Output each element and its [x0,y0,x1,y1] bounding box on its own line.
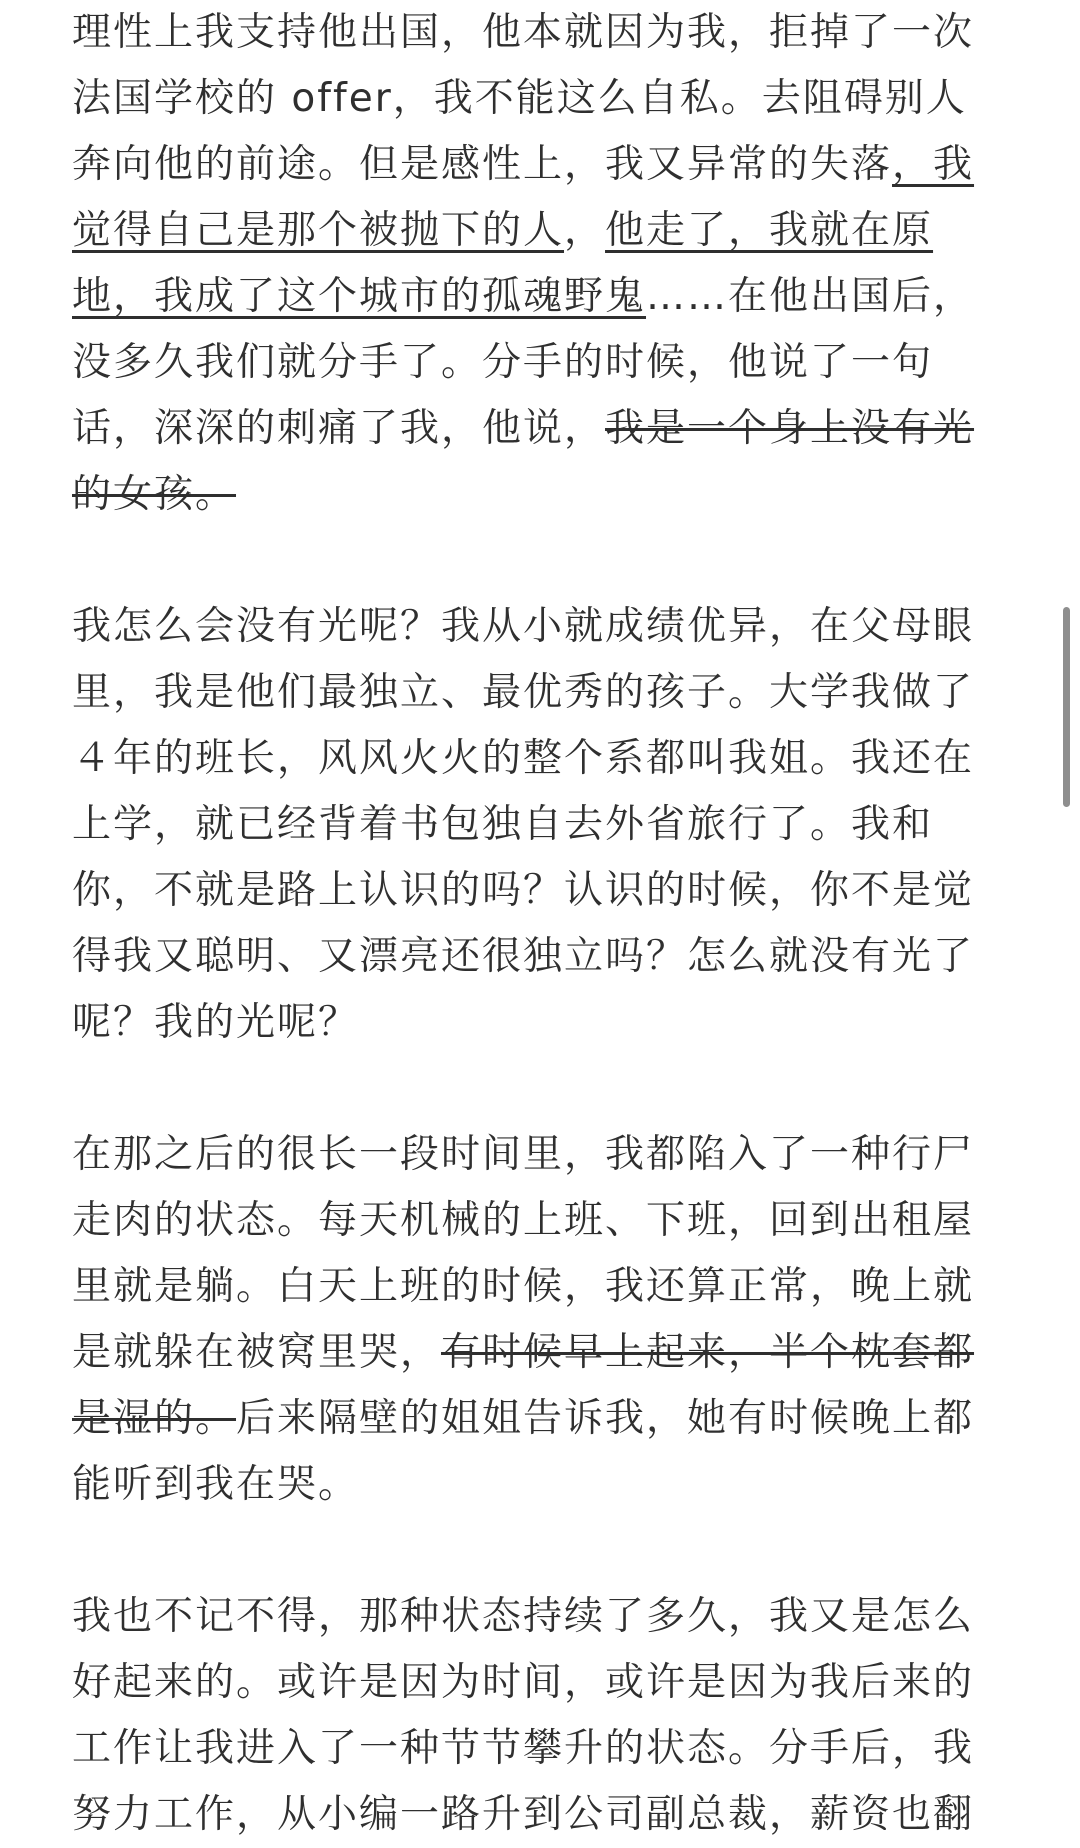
text-line [72,660,1008,726]
paragraph-gap [72,1518,1008,1584]
text-line [72,132,1008,198]
text-segment: 后来隔壁的姐姐告诉我，她有时候晚上都 [236,1396,975,1441]
text-segment: 在那之后的很长一段时间里，我都陷入了一种行尸 [72,1132,975,1177]
underlined-text: 他走了，我就在原 [605,208,934,253]
text-line [72,264,1008,330]
article-body [72,0,1008,1848]
text-line [72,1254,1008,1320]
paragraph [72,594,1008,1056]
text-segment: 我怎么会没有光呢？我从小就成绩优异，在父母眼 [72,604,975,649]
underlined-text: ，我 [892,142,975,187]
text-line [72,0,1008,66]
text-line [72,1452,1008,1518]
strikethrough-text: 是湿的。 [72,1396,237,1441]
text-line [72,396,1008,462]
article-text [72,0,1008,1848]
text-segment: ， [564,208,606,253]
text-segment: 话，深深的刺痛了我，他说， [72,406,606,451]
text-line [72,1122,1008,1188]
text-segment: 你，不就是路上认识的吗？认识的时候，你不是觉 [72,868,975,913]
text-segment: 工作让我进入了一种节节攀升的状态。分手后，我 [72,1726,975,1771]
text-segment: 呢？我的光呢？ [72,1000,360,1045]
text-segment: 得我又聪明、又漂亮还很独立吗？怎么就没有光了 [72,934,975,979]
text-segment: ４年的班长，风风火火的整个系都叫我姐。我还在 [72,736,975,781]
text-line [72,1320,1008,1386]
text-segment: 没多久我们就分手了。分手的时候，他说了一句 [72,340,934,385]
paragraph [72,1122,1008,1518]
text-segment: 上学，就已经背着书包独自去外省旅行了。我和 [72,802,934,847]
text-segment: 努力工作，从小编一路升到公司副总裁，薪资也翻 [72,1792,975,1837]
text-segment: 好起来的。或许是因为时间，或许是因为我后来的 [72,1660,975,1705]
text-line [72,858,1008,924]
text-line [72,1188,1008,1254]
text-line [72,1782,1008,1848]
text-line [72,66,1008,132]
text-line [72,1584,1008,1650]
text-line [72,726,1008,792]
underlined-text: 觉得自己是那个被抛下的人 [72,208,565,253]
paragraph-gap [72,1056,1008,1122]
paragraph [72,0,1008,528]
paragraph [72,1584,1008,1848]
text-segment: 走肉的状态。每天机械的上班、下班，回到出租屋 [72,1198,975,1243]
text-segment: 法国学校的 offer，我不能这么自私。去阻碍别人 [72,76,967,121]
text-line [72,1650,1008,1716]
text-segment: 能听到我在哭。 [72,1462,360,1507]
strikethrough-text: 我是一个身上没有光 [605,406,975,451]
strikethrough-text: 的女孩。 [72,472,237,517]
text-line [72,462,1008,528]
text-segment: 奔向他的前途。但是感性上，我又异常的失落 [72,142,893,187]
vertical-scrollbar[interactable] [1063,607,1070,807]
underlined-text: 地，我成了这个城市的孤魂野鬼 [72,274,647,319]
text-line [72,1386,1008,1452]
text-line [72,990,1008,1056]
text-segment: 我也不记不得，那种状态持续了多久，我又是怎么 [72,1594,975,1639]
paragraph-gap [72,528,1008,594]
text-line [72,792,1008,858]
text-line [72,198,1008,264]
text-line [72,594,1008,660]
strikethrough-text: 有时候早上起来，半个枕套都 [441,1330,975,1375]
text-line [72,924,1008,990]
text-segment: 是就躲在被窝里哭， [72,1330,442,1375]
text-segment: 理性上我支持他出国，他本就因为我，拒掉了一次 [72,10,975,55]
text-segment: 里，我是他们最独立、最优秀的孩子。大学我做了 [72,670,975,715]
text-line [72,330,1008,396]
text-line [72,1716,1008,1782]
text-segment: 里就是躺。白天上班的时候，我还算正常，晚上就 [72,1264,975,1309]
text-segment: ……在他出国后， [646,274,975,319]
